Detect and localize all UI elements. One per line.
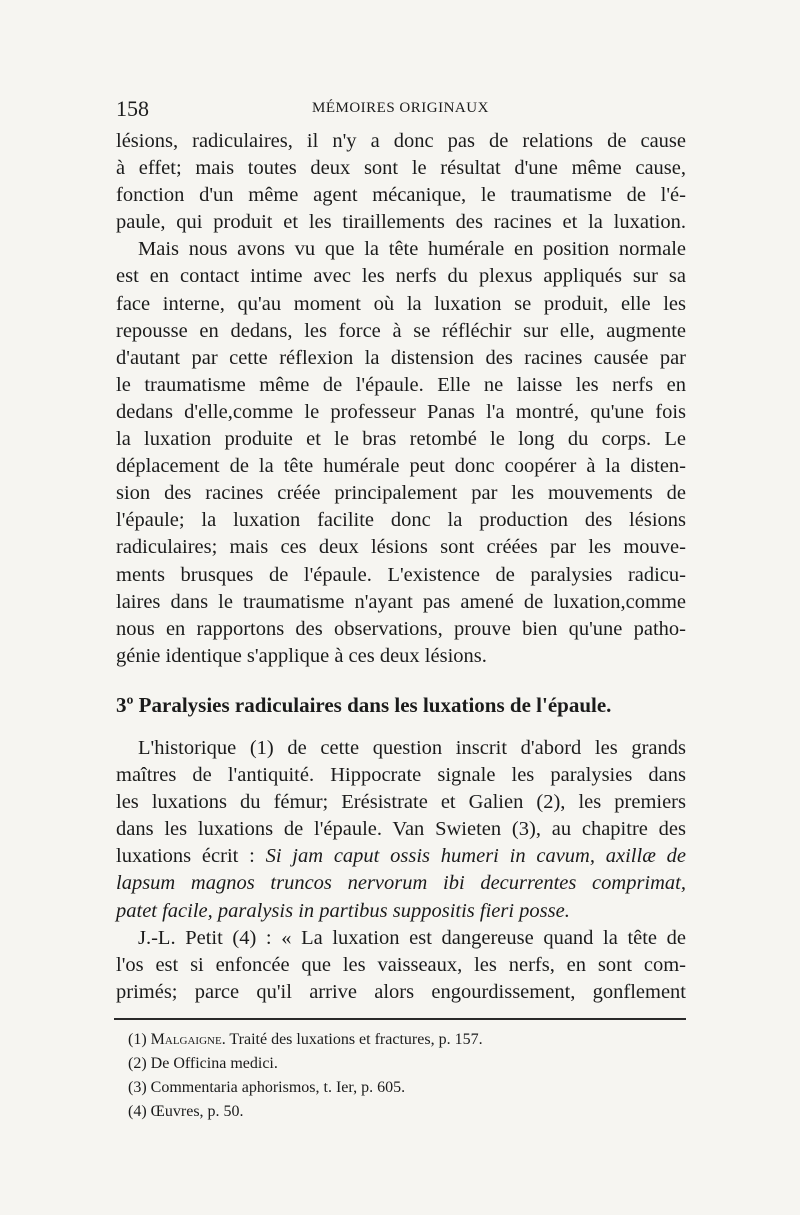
latin-quote: Si jam caput ossis humeri in cavum, axillæ de xyxy=(265,845,686,868)
footnote-mark: (1) xyxy=(128,1031,147,1048)
text-line: face interne, qu'au moment où la luxation se produit, elle les xyxy=(116,292,686,315)
text-line: est en contact intime avec les nerfs du plexus appliqués sur sa xyxy=(116,265,686,288)
text-line: J.-L. Petit (4) : « La luxation est dangereuse quand la tête de xyxy=(138,926,686,949)
text-line: lésions, radiculaires, il n'y a donc pas de relations de cause xyxy=(116,130,686,152)
text-line: à effet; mais toutes deux sont le résultat d'une même cause, xyxy=(116,157,686,180)
text-line: repousse en dedans, les force à se réfléchir sur elle, augmente xyxy=(116,319,686,342)
text-line: le traumatisme même de l'épaule. Elle ne laisse les nerfs en xyxy=(116,373,686,396)
text-line: sion des racines créée principalement par les mouvements de xyxy=(116,482,686,505)
text-line: d'autant par cette réflexion la distension des racines causée par xyxy=(116,346,686,369)
text-line: déplacement de la tête humérale peut donc coopérer à la disten- xyxy=(116,455,686,478)
text-line: maîtres de l'antiquité. Hippocrate signale les paralysies dans xyxy=(116,764,686,787)
text-line: la luxation produite et le bras retombé le long du corps. Le xyxy=(116,428,686,451)
text-line: génie identique s'applique à ces deux lésions. xyxy=(116,644,487,667)
footnote xyxy=(128,1076,668,1100)
latin-quote: lapsum magnos truncos nervorum ibi decurrentes comprimat, xyxy=(116,872,686,895)
section-heading: 3º Paralysies radiculaires dans les luxations de l'épaule. xyxy=(116,693,612,717)
footnote-text: Traité des luxations et fractures, p. 157. xyxy=(225,1031,483,1048)
paragraph-2 xyxy=(116,236,686,670)
text-line xyxy=(116,898,686,925)
latin-quote: patet facile, paralysis in partibus suppositis fieri posse. xyxy=(116,899,570,922)
text-line: dans les luxations de l'épaule. Van Swieten (3), au chapitre des xyxy=(116,818,686,841)
body-text-continued xyxy=(116,735,686,1006)
text-run: luxations écrit : xyxy=(116,845,266,868)
text-line: dedans d'elle,comme le professeur Panas l'a montré, qu'une fois xyxy=(116,400,686,423)
footnote xyxy=(128,1028,668,1052)
text-line: l'os est si enfoncée que les vaisseaux, les nerfs, en sont com- xyxy=(116,953,686,976)
footnote xyxy=(128,1052,668,1076)
footnote-separator xyxy=(114,1018,686,1020)
text-line: les luxations du fémur; Erésistrate et Galien (2), les premiers xyxy=(116,791,686,814)
text-line: l'épaule; la luxation facilite donc la production des lésions xyxy=(116,509,686,532)
footnote-mark: (4) xyxy=(128,1103,147,1120)
footnote xyxy=(128,1100,668,1124)
running-title: MÉMOIRES ORIGINAUX xyxy=(312,100,489,116)
body-text xyxy=(116,128,686,670)
text-line: laires dans le traumatisme n'ayant pas amené de luxation,comme xyxy=(116,590,686,613)
footnotes xyxy=(128,1028,668,1124)
paragraph-3 xyxy=(116,735,686,925)
text-line: Mais nous avons vu que la tête humérale en position normale xyxy=(138,238,686,261)
page-number: 158 xyxy=(116,96,149,121)
text-line: ments brusques de l'épaule. L'existence de paralysies radicu- xyxy=(116,563,686,586)
text-line xyxy=(116,870,686,897)
text-line-mixed xyxy=(116,843,686,870)
footnote-text: Commentaria aphorismos, t. Ier, p. 605. xyxy=(146,1079,406,1096)
footnote-author: Malgaigne. xyxy=(150,1031,226,1048)
text-line: L'historique (1) de cette question inscrit d'abord les grands xyxy=(138,737,686,759)
footnote-text: De Officina medici. xyxy=(146,1055,278,1072)
page-header xyxy=(116,96,684,124)
paragraph-4 xyxy=(116,925,686,1006)
paragraph-1 xyxy=(116,128,686,236)
footnote-mark: (3) xyxy=(128,1079,147,1096)
text-line: paule, qui produit et les tiraillements des racines et la luxation. xyxy=(116,211,686,234)
text-line: radiculaires; mais ces deux lésions sont créées par les mouve- xyxy=(116,536,686,559)
footnote-text: Œuvres, p. 50. xyxy=(146,1103,244,1120)
text-line: fonction d'un même agent mécanique, le traumatisme de l'é- xyxy=(116,184,686,207)
text-line: primés; parce qu'il arrive alors engourdissement, gonflement xyxy=(116,980,686,1003)
footnote-mark: (2) xyxy=(128,1055,147,1072)
text-line: nous en rapportons des observations, prouve bien qu'une patho- xyxy=(116,617,686,640)
